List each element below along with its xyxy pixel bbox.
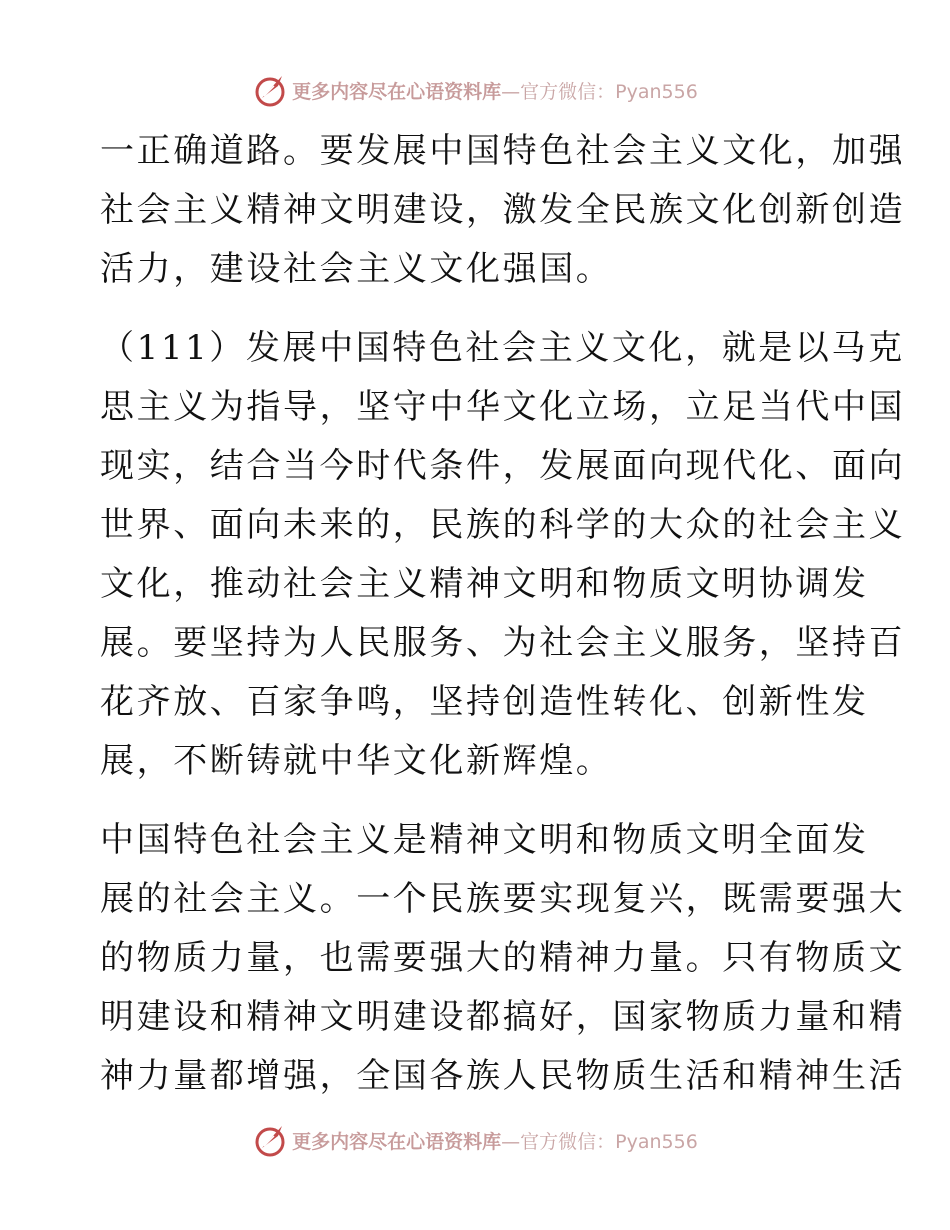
text-line: 明建设和精神文明建设都搞好，国家物质力量和精 (100, 997, 906, 1037)
text-line: 现实，结合当今时代条件，发展面向现代化、面向 (100, 446, 906, 486)
text-line: 展，不断铸就中华文化新辉煌。 (100, 741, 613, 781)
text-line: 世界、面向未来的，民族的科学的大众的社会主义 (100, 505, 906, 545)
paragraph-1 (100, 122, 906, 299)
footer-separator: — (501, 1130, 521, 1153)
text-line: 社会主义精神文明建设，激发全民族文化创新创造 (100, 190, 906, 230)
footer-banner-text (292, 1127, 698, 1154)
quill-logo-icon (252, 1122, 288, 1158)
paragraph-2 (100, 319, 906, 791)
document-body (100, 122, 906, 1106)
text-line: 中国特色社会主义是精神文明和物质文明全面发 (100, 820, 869, 860)
quill-logo-icon (252, 72, 288, 108)
text-line: 神力量都增强，全国各族人民物质生活和精神生活 (100, 1056, 906, 1096)
text-line: 一正确道路。要发展中国特色社会主义文化，加强 (100, 131, 906, 171)
header-contact: 官方微信：Pyan556 (520, 80, 698, 103)
text-line: 文化，推动社会主义精神文明和物质文明协调发 (100, 564, 869, 604)
footer-brand: 更多内容尽在心语资料库 (292, 1130, 502, 1153)
text-line: 花齐放、百家争鸣，坚持创造性转化、创新性发 (100, 682, 869, 722)
text-line: 展的社会主义。一个民族要实现复兴，既需要强大 (100, 879, 906, 919)
header-brand: 更多内容尽在心语资料库 (292, 80, 502, 103)
text-line: （111）发展中国特色社会主义文化，就是以马克 (100, 328, 905, 368)
paragraph-3 (100, 811, 906, 1106)
header-separator: — (501, 80, 521, 103)
text-line: 展。要坚持为人民服务、为社会主义服务，坚持百 (100, 623, 906, 663)
header-banner-text (292, 77, 698, 104)
footer-contact: 官方微信：Pyan556 (520, 1130, 698, 1153)
text-line: 的物质力量，也需要强大的精神力量。只有物质文 (100, 938, 906, 978)
header-banner (0, 70, 950, 110)
text-line: 活力，建设社会主义文化强国。 (100, 249, 613, 289)
footer-banner (0, 1120, 950, 1160)
text-line: 思主义为指导，坚守中华文化立场，立足当代中国 (100, 387, 906, 427)
